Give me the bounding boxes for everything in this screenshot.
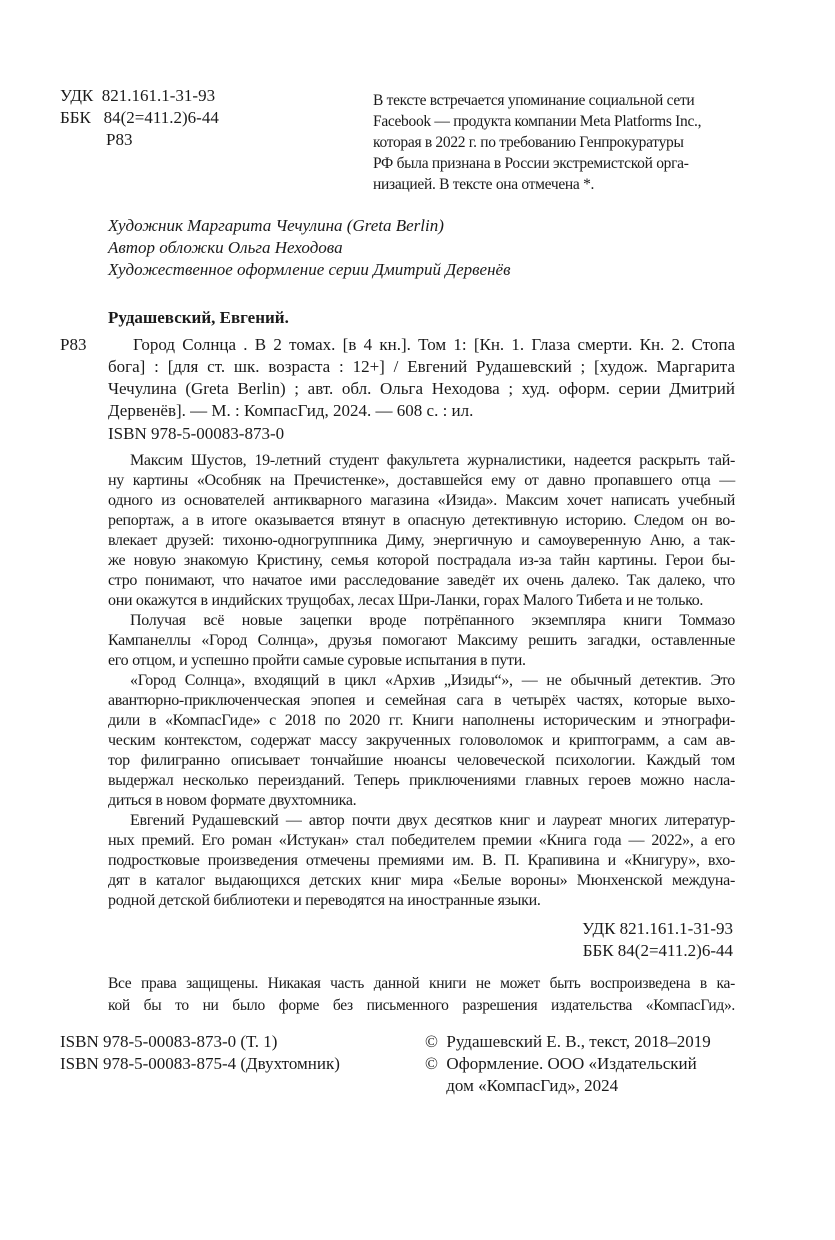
bbk-label: ББК <box>60 108 91 127</box>
credits-block <box>108 215 510 281</box>
annotation-line: тор филигранно описывает тончайшие нюансы человеческой психологии. Каждый том <box>108 752 735 769</box>
annotation-line: Евгений Рудашевский — автор почти двух десятков книг и лауреат многих литератур- <box>130 812 735 829</box>
isbn-list <box>60 1031 340 1075</box>
annotation-line: диться в новом формате двухтомника. <box>108 792 357 809</box>
annotation-paragraph <box>108 451 735 611</box>
annotation-line: влекает друзей: тихоню-одногруппника Диму, энергичную и самоуверенную Аню, а так- <box>108 532 735 549</box>
entry-mark: Р83 <box>60 335 87 354</box>
rights-line: Все права защищены. Никакая часть данной книги не может быть воспроизведена в ка- <box>108 975 735 992</box>
bbk-code: 84(2=411.2)6-44 <box>103 108 219 127</box>
copyright-line: © Рудашевский Е. В., текст, 2018–2019 <box>425 1032 711 1051</box>
annotation-line: Получая всё новые зацепки вроде потрёпанного экземпляра книги Томмазо <box>130 612 735 629</box>
annotation-line: Максим Шустов, 19-летний студент факультета журналистики, надеется раскрыть тай- <box>130 452 735 469</box>
annotation-line: ных премий. Его роман «Истукан» стал победителем премии «Книга года — 2022», а его <box>108 832 735 849</box>
credit-line: Художественное оформление серии Дмитрий Дервенёв <box>108 260 511 279</box>
bibliographic-entry <box>108 334 735 422</box>
annotation-line: одного из основателей антикварного магазина «Изида». Максим хочет написать учебный <box>108 492 735 509</box>
rights-line: кой бы то ни было форме без письменного разрешения издательства «КомпасГид». <box>108 997 735 1014</box>
annotation-line: ну картины «Особняк на Пречистенке», доставшейся ему от давно пропавшего отца — <box>108 472 735 489</box>
annotation-paragraph <box>108 611 735 671</box>
notice-line: Facebook — продукта компании Meta Platforms Inc., <box>373 113 702 130</box>
entry-heading: Рудашевский, Евгений. <box>108 308 289 327</box>
entry-line: бога] : [для ст. шк. возраста : 12+] / Евгений Рудашевский ; [худож. Маргарита <box>108 357 735 376</box>
annotation-line: они окажутся в индийских трущобах, лесах Шри-Ланки, горах Малого Тибета и не только. <box>108 592 704 609</box>
annotation-line: родной детской библиотеки и переводятся на иностранные языки. <box>108 892 541 909</box>
rights-notice <box>108 973 735 1017</box>
copyright-line: © Оформление. ООО «Издательский <box>425 1054 697 1073</box>
annotation-line: выдержал несколько переизданий. Теперь приключениями главных героев можно насла- <box>108 772 735 789</box>
annotation-line: стро понимают, что начатое ими расследование заведёт их очень далеко. Так далеко, что <box>108 572 735 589</box>
annotation <box>108 451 735 911</box>
annotation-line: дят в каталог выдающихся детских книг мира «Белые вороны» Мюнхенской междуна- <box>108 872 735 889</box>
annotation-paragraph <box>108 811 735 911</box>
credit-line: Автор обложки Ольга Неходова <box>108 238 343 257</box>
bottom-udk: УДК 821.161.1-31-93 <box>582 919 733 938</box>
bottom-codes <box>430 918 733 962</box>
copyright-line: дом «КомпасГид», 2024 <box>425 1076 619 1095</box>
social-network-notice <box>373 90 735 195</box>
notice-line: низацией. В тексте она отмечена *. <box>373 176 595 193</box>
entry-line: Дервенёв]. — М. : КомпасГид, 2024. — 608 с. : ил. <box>108 401 474 420</box>
bottom-bbk: ББК 84(2=411.2)6-44 <box>582 941 733 960</box>
annotation-line: его отцом, и успешно пройти самые суровые испытания в пути. <box>108 652 526 669</box>
author-mark: Р83 <box>106 130 133 149</box>
notice-line: В тексте встречается упоминание социальной сети <box>373 92 695 109</box>
entry-isbn: ISBN 978-5-00083-873-0 <box>108 424 285 443</box>
annotation-line: «Город Солнца», входящий в цикл «Архив „Изиды“», — не обычный детектив. Это <box>130 672 735 689</box>
classification-block <box>60 85 219 151</box>
annotation-line: репортаж, а в итоге оказывается втянут в опасную детективную историю. Следом он во- <box>108 512 735 529</box>
entry-line: Город Солнца . В 2 томах. [в 4 кн.]. Том 1: [Кн. 1. Глаза смерти. Кн. 2. Стопа <box>133 335 735 354</box>
isbn-volume: ISBN 978-5-00083-873-0 (Т. 1) <box>60 1032 278 1051</box>
udk-code: 821.161.1-31-93 <box>101 86 216 105</box>
udk-label: УДК <box>60 86 94 105</box>
notice-line: которая в 2022 г. по требованию Генпрокуратуры <box>373 134 684 151</box>
credit-line: Художник Маргарита Чечулина (Greta Berlin) <box>108 216 444 235</box>
copyright-block <box>425 1031 711 1097</box>
annotation-line: Кампанеллы «Город Солнца», друзья помогают Максиму решить загадки, оставленные <box>108 632 735 649</box>
annotation-line: авантюрно-приключенческая эпопея и семейная сага в четырёх частях, которые выхо- <box>108 692 735 709</box>
entry-line: Чечулина (Greta Berlin) ; авт. обл. Ольга Неходова ; худ. оформ. серии Дмитрий <box>108 379 735 398</box>
annotation-line: дили в «КомпасГиде» с 2018 по 2020 гг. Книги наполнены историческим и этнографи- <box>108 712 735 729</box>
annotation-line: ческим контекстом, содержат массу закрученных головоломок и криптограмм, а сам ав- <box>108 732 735 749</box>
annotation-paragraph <box>108 671 735 811</box>
isbn-set: ISBN 978-5-00083-875-4 (Двухтомник) <box>60 1054 340 1073</box>
annotation-line: же новую знакомую Кристину, семья которой пострадала из-за тайн картины. Герои бы- <box>108 552 735 569</box>
notice-line: РФ была признана в России экстремистской орга- <box>373 155 689 172</box>
annotation-line: подростковые произведения отмечены премиями им. В. П. Крапивина и «Книгуру», вхо- <box>108 852 735 869</box>
